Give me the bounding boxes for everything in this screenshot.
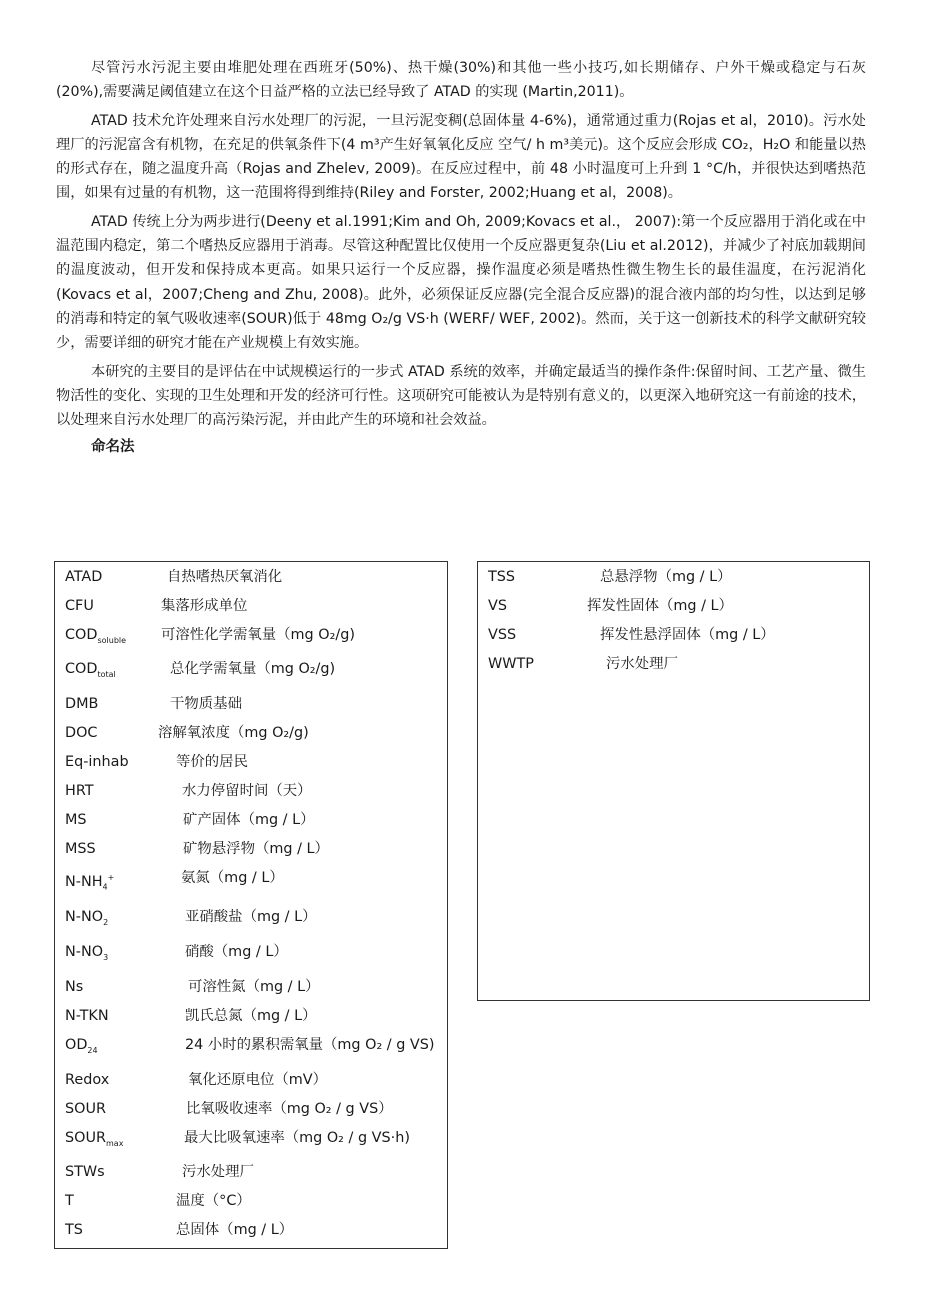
abbr: $SOUR_{max}$ — [65, 1129, 124, 1148]
nomenclature-row — [478, 620, 869, 649]
paragraph-1: 尽管污水污泥主要由堆肥处理在西班牙(50%)、热干燥(30%)和其他一些小技巧,如长期储存、户外干燥或稳定与石灰(20%),需要满足阈值建立在这个日益严格的立法已经导致了 ATAD 的实现 (Martin,2011)。 — [56, 60, 866, 101]
nomenclature-row — [55, 620, 447, 655]
abbr: TSS — [488, 568, 516, 585]
abbr: $COD_{soluble}$ — [65, 626, 127, 645]
definition: 水力停留时间（天） — [182, 783, 312, 800]
nomenclature-row — [55, 748, 447, 777]
nomenclature-row — [55, 1187, 447, 1216]
definition: 氨氮（mg / L） — [181, 870, 284, 887]
definition: 矿物悬浮物（mg / L） — [183, 841, 329, 858]
abbr: TS — [65, 1222, 83, 1239]
abbr: DMB — [65, 696, 99, 713]
abbr: N-TKN — [65, 1007, 109, 1024]
definition: 污水处理厂 — [606, 655, 678, 672]
nomenclature-row — [55, 690, 447, 719]
nomenclature-row — [55, 972, 447, 1001]
abbr: DOC — [65, 725, 98, 742]
nomenclature-heading: 命名法 — [91, 439, 135, 456]
nomenclature-row — [55, 591, 447, 620]
definition: 24 小时的累积需氧量（mg O₂ / g VS) — [185, 1036, 435, 1053]
nomenclature-row — [55, 1216, 447, 1245]
nomenclature-row — [55, 1065, 447, 1094]
nomenclature-right-box — [477, 561, 870, 1001]
paragraph-3: ATAD 传统上分为两步进行(Deeny et al.1991;Kim and Oh, 2009;Kovacs et al.， 2007):第一个反应器用于消化或在中温范围内稳定，第二个嗜热反应器用于消毒。尽管这种配置比仅使用一个反应器更复杂(Liu et al.2012)，并减少了衬底加载期间的温度波动，但开发和保持成本更高。如果只运行一个反应器，操作温度必须是嗜热性微生物生长的最佳温度，在污泥消化(Kovacs et al，2007;Cheng and Zhu, 2008)。此外，必须保证反应器(完全混合反应器)的混合液内部的均匀性，以达到足够的消毒和特定的氧气吸收速率(SOUR)低于 48mg O₂/g VS·h (WERF/ WEF, 2002)。然而，关于这一创新技术的科学文献研究较少，需要详细的研究才能在产业规模上有效实施。 — [56, 213, 866, 352]
abbr: Eq-inhab — [65, 754, 129, 771]
nomenclature-row — [55, 1123, 447, 1158]
paragraph-2: ATAD 技术允许处理来自污水处理厂的污泥，一旦污泥变稠(总固体量 4-6%)，通常通过重力(Rojas et al，2010)。污水处理厂的污泥富含有机物，在充足的供氧条件下(4 m³产生好氧氧化反应 空气/ h m³美元)。这个反应会形成 CO₂，H₂O 和能量以热的形式存在，随之温度升高（Rojas and Zhelev, 2009)。在反应过程中，前 48 小时温度可上升到 1 °C/h，并很快达到嗜热范围，如果有过量的有机物，这一范围将得到维持(Riley and Forster, 2002;Huang et al，2008)。 — [56, 112, 866, 202]
nomenclature-row — [55, 1094, 447, 1123]
nomenclature-row — [55, 719, 447, 748]
definition: 矿产固体（mg / L） — [183, 812, 315, 829]
nomenclature-row — [55, 1030, 447, 1065]
definition: 总化学需氧量（mg O₂/g) — [170, 661, 336, 678]
abbr: SOUR — [65, 1100, 106, 1117]
definition: 溶解氧浓度（mg O₂/g) — [158, 725, 309, 742]
nomenclature-row — [478, 591, 869, 620]
paper-body — [56, 56, 866, 458]
nomenclature-row — [55, 655, 447, 690]
abbr: VSS — [488, 626, 517, 643]
nomenclature-row — [55, 937, 447, 972]
nomenclature-row — [478, 649, 869, 678]
abbr: VS — [488, 597, 507, 614]
abbr: $N-NH_4^+$ — [65, 873, 115, 892]
nomenclature-row — [55, 902, 447, 937]
definition: 干物质基础 — [170, 696, 242, 713]
definition: 挥发性固体（mg / L） — [587, 597, 733, 614]
definition: 挥发性悬浮固体（mg / L） — [600, 626, 775, 643]
nomenclature-row — [55, 777, 447, 806]
abbr: T — [65, 1193, 74, 1210]
definition: 凯氏总氮（mg / L） — [185, 1007, 317, 1024]
definition: 等价的居民 — [176, 754, 248, 771]
definition: 总固体（mg / L） — [176, 1222, 294, 1239]
abbr: MS — [65, 812, 87, 829]
definition: 总悬浮物（mg / L） — [600, 568, 732, 585]
abbr: HRT — [65, 783, 94, 800]
definition: 亚硝酸盐（mg / L） — [185, 908, 317, 925]
definition: 可溶性氮（mg / L） — [188, 978, 320, 995]
abbr: STWs — [65, 1164, 105, 1181]
abbr: Ns — [65, 978, 84, 995]
nomenclature-row — [55, 1158, 447, 1187]
nomenclature-left-box — [54, 561, 448, 1249]
definition: 集落形成单位 — [161, 597, 248, 614]
definition: 可溶性化学需氧量（mg O₂/g) — [161, 626, 355, 643]
definition: 温度（°C） — [176, 1193, 251, 1210]
nomenclature-row — [55, 562, 447, 591]
abbr: $N-NO_2$ — [65, 908, 109, 927]
paragraph-4: 本研究的主要目的是评估在中试规模运行的一步式 ATAD 系统的效率，并确定最适当的操作条件:保留时间、工艺产量、微生物活性的变化、实现的卫生处理和开发的经济可行性。这项研究可能被认为是特别有意义的，以更深入地研究这一有前途的技术，以处理来自污水处理厂的高污染污泥，并由此产生的环境和社会效益。 — [56, 363, 866, 429]
abbr: ATAD — [65, 568, 103, 585]
abbr: WWTP — [488, 655, 534, 672]
nomenclature-row — [478, 562, 869, 591]
definition: 最大比吸氧速率（mg O₂ / g VS·h) — [184, 1129, 410, 1146]
abbr: $OD_{24}$ — [65, 1036, 98, 1055]
definition: 污水处理厂 — [182, 1164, 254, 1181]
nomenclature-row — [55, 1001, 447, 1030]
abbr: CFU — [65, 597, 94, 614]
nomenclature-row — [55, 864, 447, 903]
definition: 氧化还原电位（mV） — [188, 1071, 327, 1088]
nomenclature-row — [55, 806, 447, 835]
abbr: Redox — [65, 1071, 110, 1088]
definition: 比氧吸收速率（mg O₂ / g VS） — [186, 1100, 393, 1117]
abbr: $COD_{total}$ — [65, 661, 116, 680]
definition: 硝酸（mg / L） — [185, 943, 288, 960]
definition: 自热嗜热厌氧消化 — [167, 568, 283, 585]
abbr: $N-NO_3$ — [65, 943, 109, 962]
nomenclature-row — [55, 835, 447, 864]
abbr: MSS — [65, 841, 96, 858]
